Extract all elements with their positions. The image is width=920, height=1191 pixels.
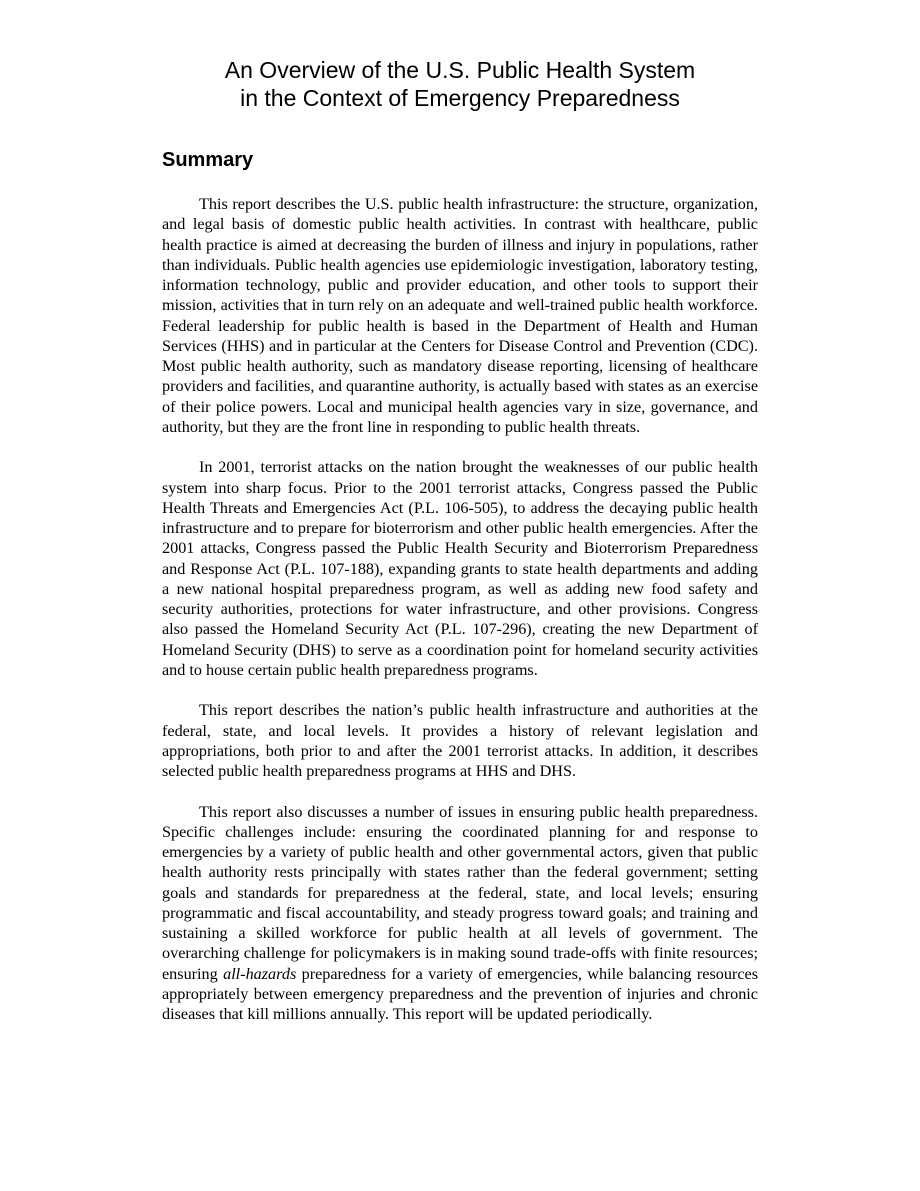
summary-paragraph-4-before: This report also discusses a number of issues in ensuring public health preparedness. Specific challenges include: ensuring the coordinated planning for and response to emergencies by a variety of public health and other governmental actors, given that public health authority rests principally with states rather than the federal government; setting goals and standards for preparedness at the federal, state, and local levels; ensuring programmatic and fiscal accountability, and steady progress toward goals; and training and sustaining a skilled workforce for public health at all levels of government. The overarching challenge for policymakers is in making sound trade-offs with finite resources; ensuring [162, 802, 758, 983]
summary-paragraph-4-after: preparedness for a variety of emergencies, while balancing resources appropriately between emergency preparedness and the prevention of injuries and chronic diseases that kill millions annually. This report will be updated periodically. [162, 964, 758, 1023]
summary-paragraph-1: This report describes the U.S. public health infrastructure: the structure, organization, and legal basis of domestic public health activities. In contrast with healthcare, public health practice is aimed at decreasing the burden of illness and injury in populations, rather than individuals. Public health agencies use epidemiologic investigation, laboratory testing, information technology, public and provider education, and other tools to support their mission, activities that in turn rely on an adequate and well-trained public health workforce. Federal leadership for public health is based in the Department of Health and Human Services (HHS) and in particular at the Centers for Disease Control and Prevention (CDC). Most public health authority, such as mandatory disease reporting, licensing of healthcare providers and facilities, and quarantine authority, is actually based with states as an exercise of their police powers. Local and municipal health agencies vary in size, governance, and authority, but they are the front line in responding to public health threats. [162, 195, 758, 436]
all-hazards-emphasis: all-hazards [223, 964, 297, 983]
summary-body [162, 194, 758, 1024]
summary-paragraph-4 [162, 802, 758, 1025]
report-title-line-1: An Overview of the U.S. Public Health System [224, 57, 696, 83]
summary-paragraph-3: This report describes the nation’s public health infrastructure and authorities at the federal, state, and local levels. It provides a history of relevant legislation and appropriations, both prior to and after the 2001 terrorist attacks. In addition, it describes selected public health preparedness programs at HHS and DHS. [162, 701, 758, 780]
report-title-line-2: in the Context of Emergency Preparedness [240, 85, 680, 111]
summary-paragraph-2: In 2001, terrorist attacks on the nation brought the weaknesses of our public health system into sharp focus. Prior to the 2001 terrorist attacks, Congress passed the Public Health Threats and Emergencies Act (P.L. 106-505), to address the decaying public health infrastructure and to prepare for bioterrorism and other public health emergencies. After the 2001 attacks, Congress passed the Public Health Security and Bioterrorism Preparedness and Response Act (P.L. 107-188), expanding grants to state health departments and adding a new national hospital preparedness program, as well as adding new food safety and security authorities, protections for water infrastructure, and other provisions. Congress also passed the Homeland Security Act (P.L. 107-296), creating the new Department of Homeland Security (DHS) to serve as a coordination point for homeland security activities and to house certain public health preparedness programs. [162, 458, 758, 679]
summary-heading: Summary [162, 149, 254, 171]
report-title [162, 56, 758, 112]
